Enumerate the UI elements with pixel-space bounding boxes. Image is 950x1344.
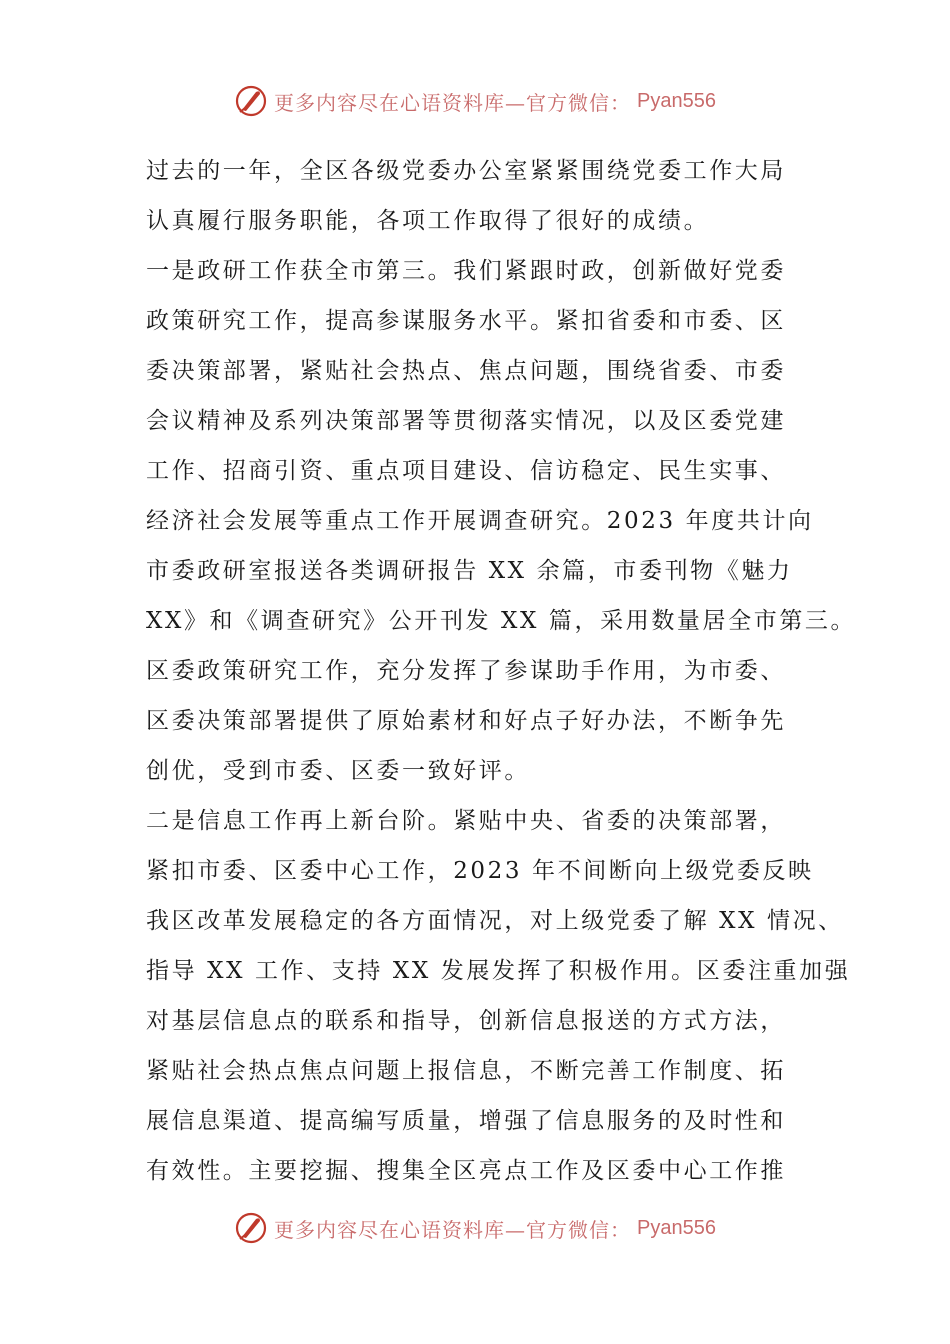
text-line: 指导 XX 工作、支持 XX 发展发挥了积极作用。区委注重加强 [146,958,851,984]
text-line: 我区改革发展稳定的各方面情况，对上级党委了解 XX 情况、 [146,908,844,934]
watermark-text: 更多内容尽在心语资料库—官方微信： [274,90,632,115]
watermark-wechat-id: Pyan556 [637,1216,716,1239]
footer-watermark [0,1211,950,1245]
quill-pen-icon [234,84,268,118]
text-line: 对基层信息点的联系和指导，创新信息报送的方式方法， [146,1008,786,1034]
watermark-wechat-id: Pyan556 [637,89,716,112]
watermark-text: 更多内容尽在心语资料库—官方微信： [274,1217,632,1242]
text-line: 经济社会发展等重点工作开展调查研究。2023 年度共计向 [146,508,814,534]
text-line: 认真履行服务职能，各项工作取得了很好的成绩。 [146,208,710,234]
text-line: 市委政研室报送各类调研报告 XX 余篇，市委刊物《魅力 [146,558,793,584]
text-line: 一是政研工作获全市第三。我们紧跟时政，创新做好党委 [146,258,786,284]
text-line: 紧贴社会热点焦点问题上报信息，不断完善工作制度、拓 [146,1058,786,1084]
text-line: 区委政策研究工作，充分发挥了参谋助手作用，为市委、 [146,658,786,684]
text-line: 政策研究工作，提高参谋服务水平。紧扣省委和市委、区 [146,308,786,334]
text-line: 委决策部署，紧贴社会热点、焦点问题，围绕省委、市委 [146,358,786,384]
header-watermark [0,84,950,118]
text-line: 过去的一年，全区各级党委办公室紧紧围绕党委工作大局 [146,158,786,184]
text-line: XX》和《调查研究》公开刊发 XX 篇，采用数量居全市第三。 [146,608,857,634]
text-line: 展信息渠道、提高编写质量，增强了信息服务的及时性和 [146,1108,786,1134]
text-line: 会议精神及系列决策部署等贯彻落实情况，以及区委党建 [146,408,786,434]
text-line: 紧扣市委、区委中心工作，2023 年不间断向上级党委反映 [146,858,814,884]
document-body [146,146,857,1196]
text-line: 工作、招商引资、重点项目建设、信访稳定、民生实事、 [146,458,786,484]
text-line: 二是信息工作再上新台阶。紧贴中央、省委的决策部署， [146,808,786,834]
quill-pen-icon [234,1211,268,1245]
text-line: 区委决策部署提供了原始素材和好点子好办法，不断争先 [146,708,786,734]
text-line: 有效性。主要挖掘、搜集全区亮点工作及区委中心工作推 [146,1158,786,1184]
text-line: 创优，受到市委、区委一致好评。 [146,758,530,784]
